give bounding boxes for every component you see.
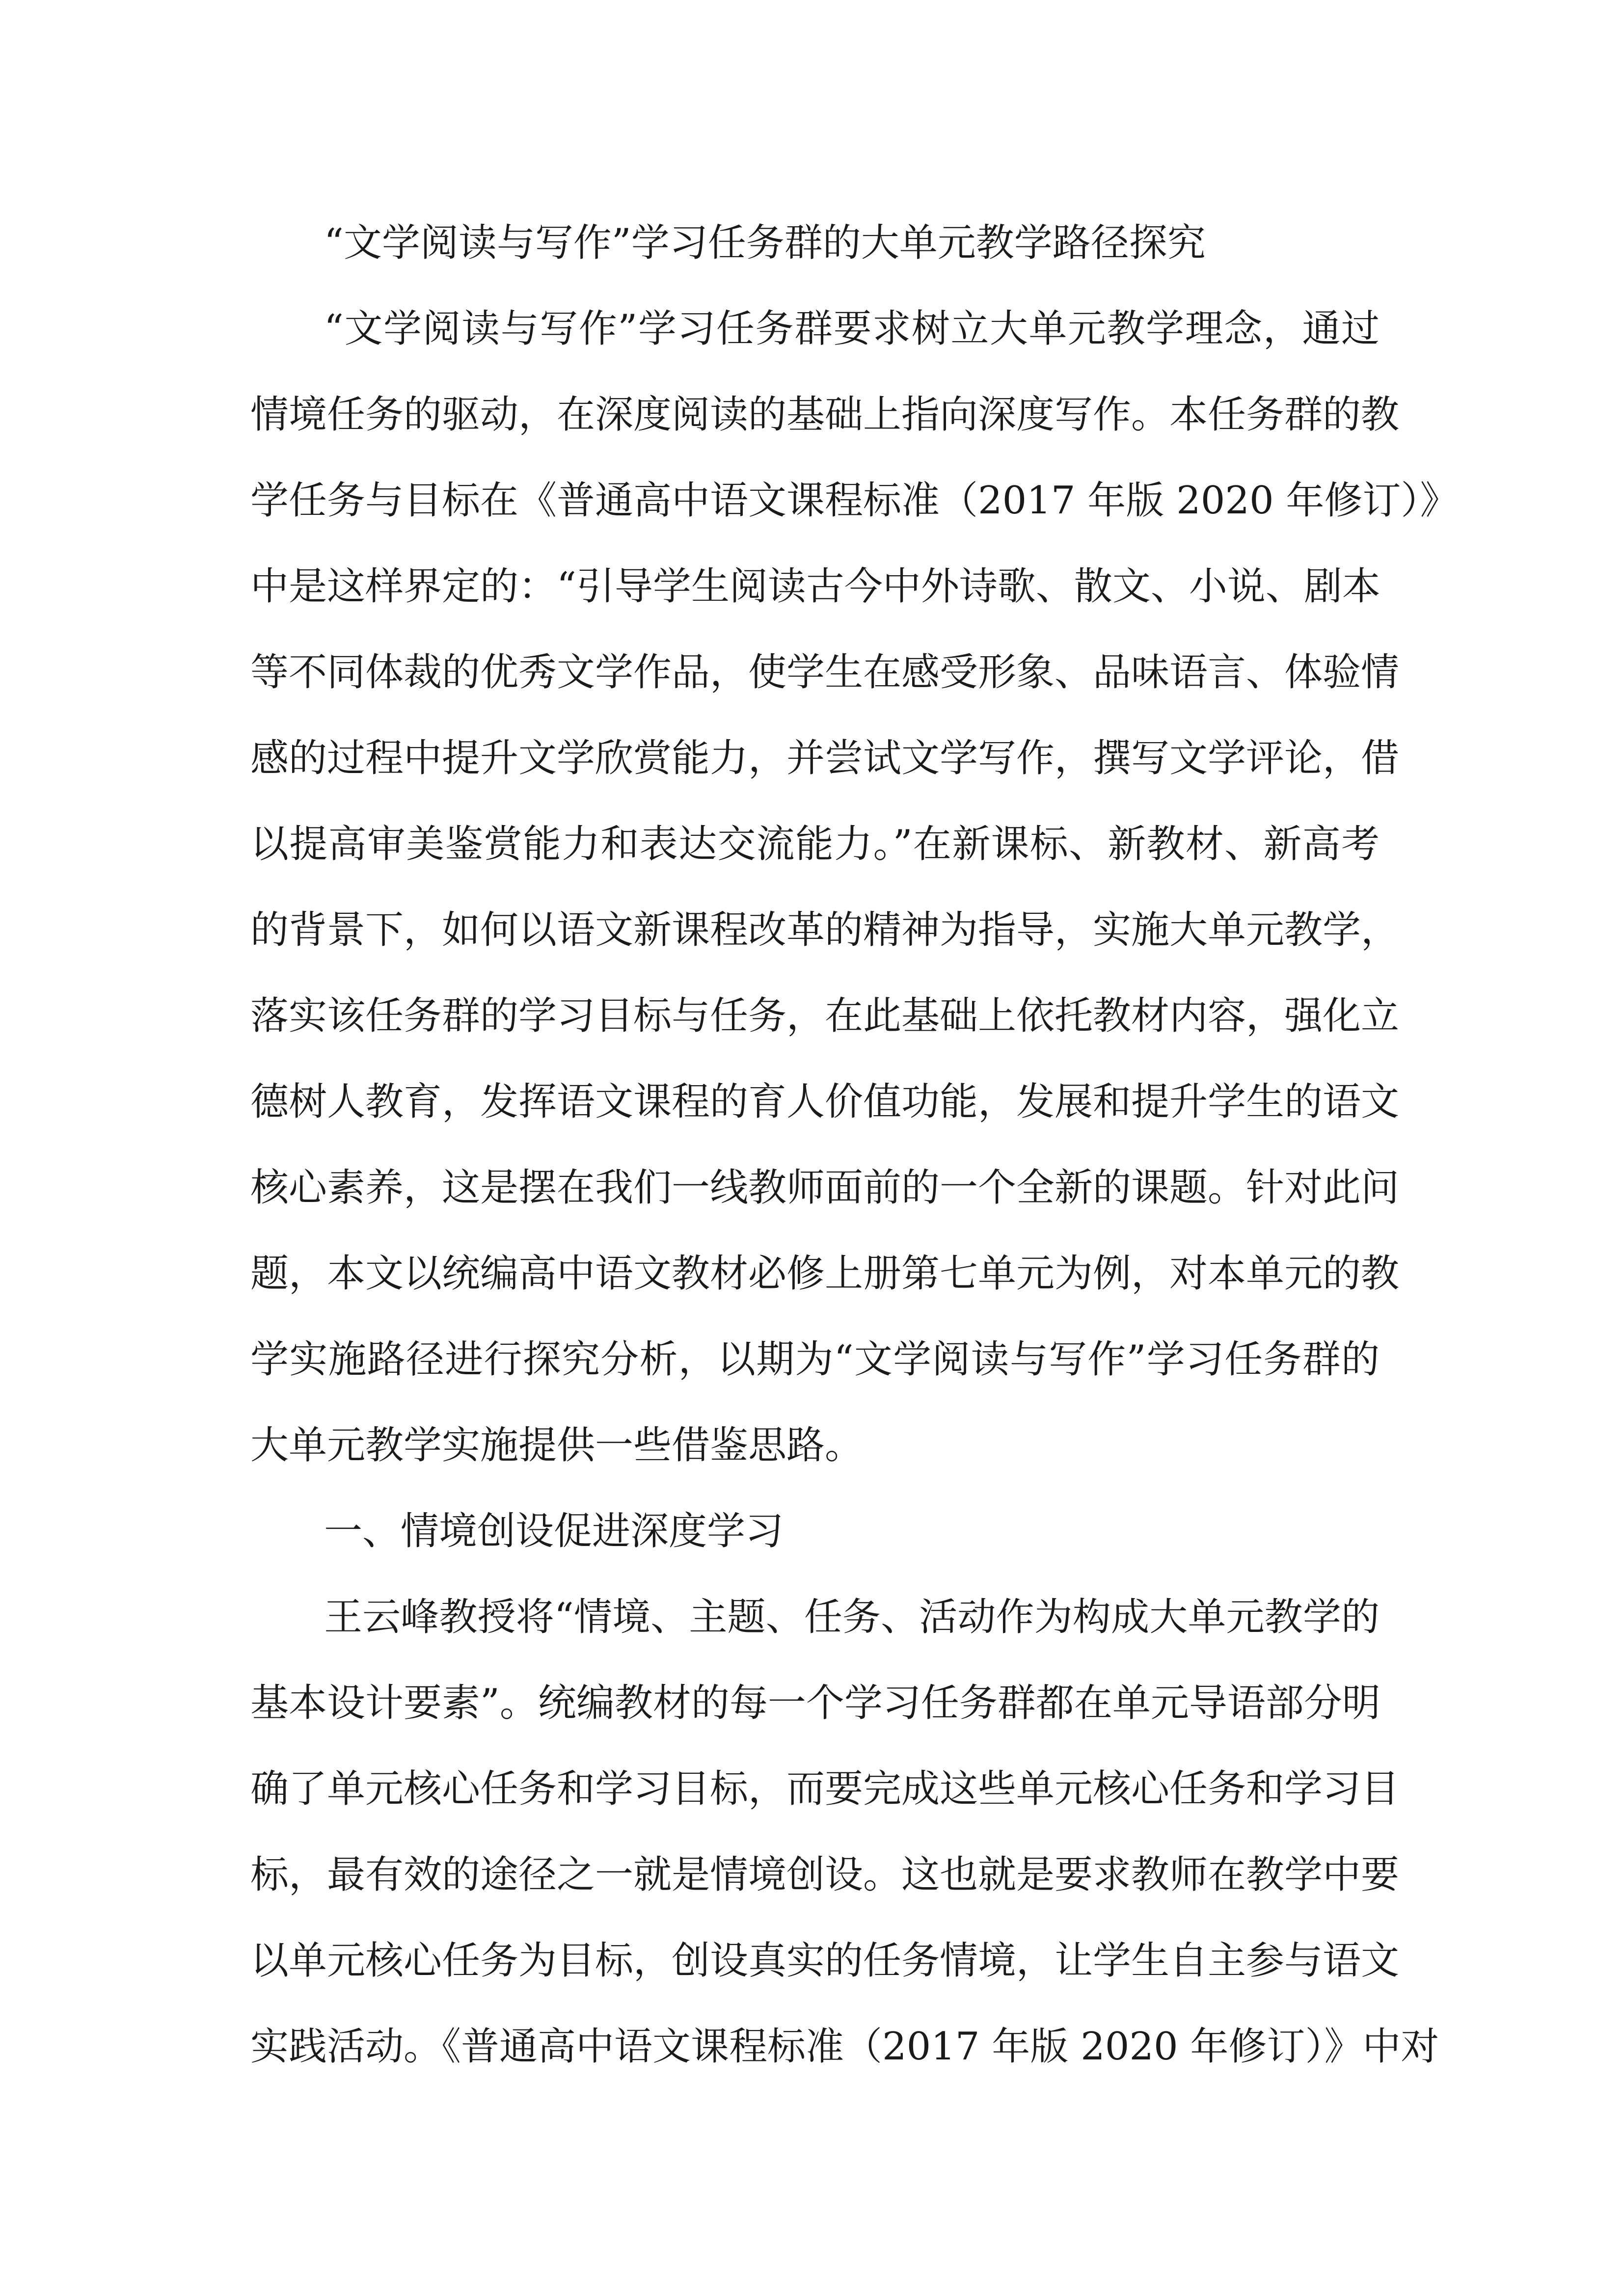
paragraph-line: 情境任务的驱动，在深度阅读的基础上指向深度写作。本任务群的教 bbox=[250, 393, 1400, 437]
paragraph-line: 题，本文以统编高中语文教材必修上册第七单元为例，对本单元的教 bbox=[250, 1252, 1400, 1296]
paragraph-line: 大单元教学实施提供一些借鉴思路。 bbox=[250, 1423, 864, 1468]
paragraph-line: 基本设计要素”。统编教材的每一个学习任务群都在单元导语部分明 bbox=[250, 1681, 1380, 1725]
paragraph-line: 以提高审美鉴赏能力和表达交流能力。”在新课标、新教材、新高考 bbox=[250, 822, 1380, 866]
paragraph-line: 德树人教育，发挥语文课程的育人价值功能，发展和提升学生的语文 bbox=[250, 1080, 1400, 1124]
paragraph-line: 实践活动。《普通高中语文课程标准（2017 年版 2020 年修订）》中对 bbox=[250, 2025, 1439, 2069]
paragraph-line: 等不同体裁的优秀文学作品，使学生在感受形象、品味语言、体验情 bbox=[250, 650, 1400, 694]
paragraph-line: “文学阅读与写作”学习任务群要求树立大单元教学理念，通过 bbox=[324, 307, 1380, 351]
paragraph-line: 感的过程中提升文学欣赏能力，并尝试文学写作，撰写文学评论，借 bbox=[250, 736, 1400, 780]
paragraph-line: 学任务与目标在《普通高中语文课程标准（2017 年版 2020 年修订）》 bbox=[250, 479, 1459, 523]
section-heading: 一、情境创设促进深度学习 bbox=[324, 1509, 784, 1553]
paragraph-line: 落实该任务群的学习目标与任务，在此基础上依托教材内容，强化立 bbox=[250, 994, 1400, 1038]
paragraph-line: 以单元核心任务为目标，创设真实的任务情境，让学生自主参与语文 bbox=[250, 1939, 1400, 1983]
paragraph-line: 的背景下，如何以语文新课程改革的精神为指导，实施大单元教学， bbox=[250, 908, 1400, 952]
paragraph-line: 核心素养，这是摆在我们一线教师面前的一个全新的课题。针对此问 bbox=[250, 1166, 1400, 1210]
paragraph-line: 王云峰教授将“情境、主题、任务、活动作为构成大单元教学的 bbox=[324, 1595, 1380, 1639]
paragraph-line: 学实施路径进行探究分析，以期为“文学阅读与写作”学习任务群的 bbox=[250, 1337, 1380, 1382]
paragraph-line: 标，最有效的途径之一就是情境创设。这也就是要求教师在教学中要 bbox=[250, 1853, 1400, 1897]
document-title: “文学阅读与写作”学习任务群的大单元教学路径探究 bbox=[324, 221, 1206, 265]
paragraph-line: 中是这样界定的：“引导学生阅读古今中外诗歌、散文、小说、剧本 bbox=[250, 564, 1380, 609]
paragraph-line: 确了单元核心任务和学习目标，而要完成这些单元核心任务和学习目 bbox=[250, 1767, 1400, 1811]
